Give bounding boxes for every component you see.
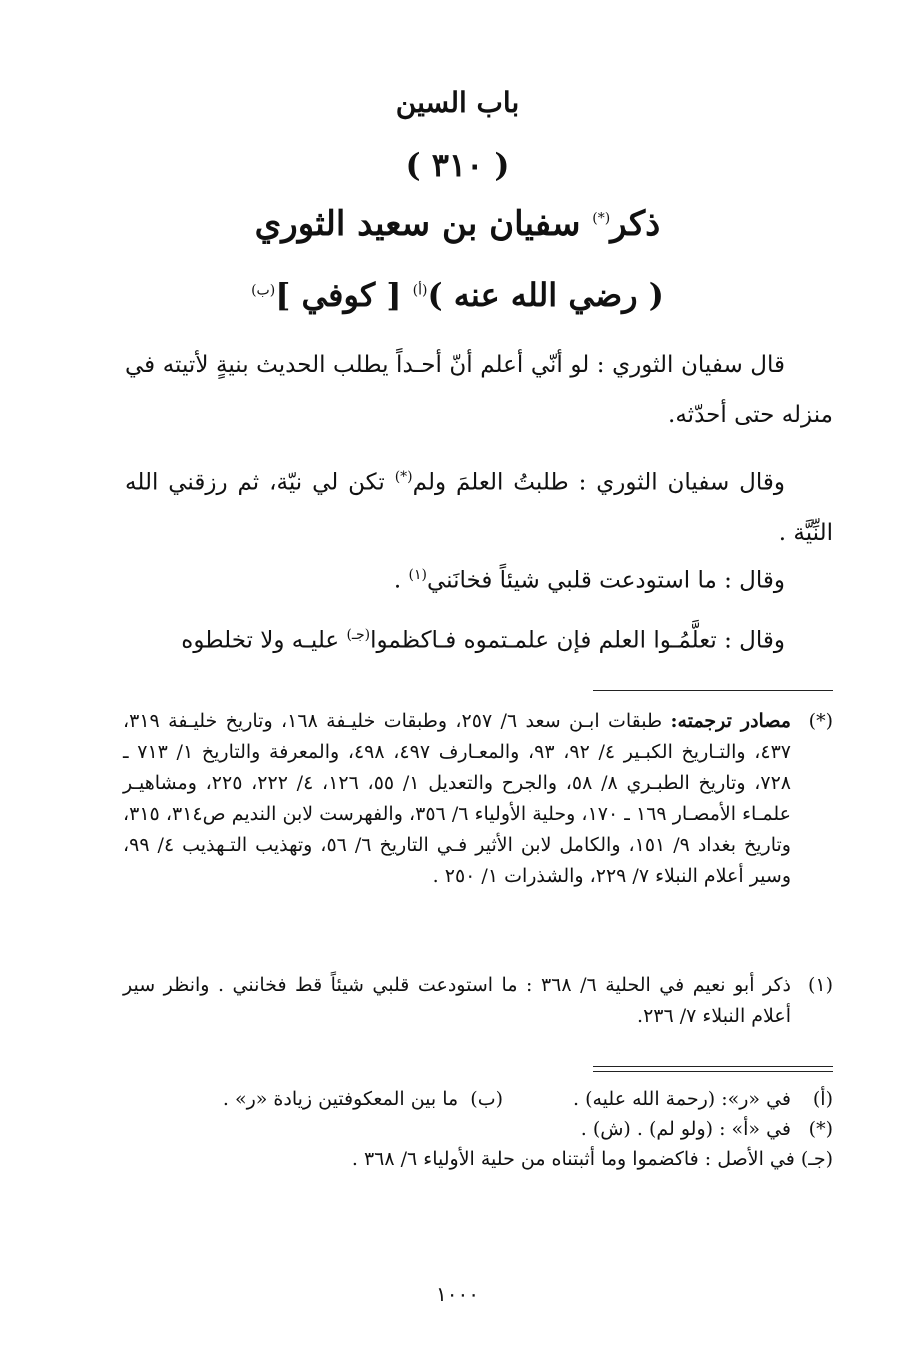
variant-mark-star: (*) (808, 1118, 833, 1140)
footnote-mark-star: (*) (808, 710, 833, 732)
paragraph-2 (125, 452, 833, 558)
subtitle-blessing: ( رضي الله عنه ) (427, 276, 664, 314)
variant-text-j: (جـ) في الأصل : فاكضموا وما أثبتناه من حلية الأولياء ٦/ ٣٦٨ . (351, 1148, 833, 1170)
variant-note-row-ab (123, 1084, 833, 1114)
variant-notes (123, 1084, 833, 1174)
variant-text-a: في «ر»: (رحمة الله عليه) . (573, 1088, 791, 1110)
variant-mark-a: (أ) (812, 1088, 833, 1110)
paragraph-2-start: وقال سفيان الثوري : طلبتُ العلمَ ولم (412, 469, 786, 496)
chapter-heading: باب السين (395, 86, 520, 119)
paragraph-4 (125, 610, 833, 666)
variant-text-b: ما بين المعكوفتين زيادة «ر» . (222, 1088, 459, 1110)
footnote-ref-star: (*) (592, 210, 611, 227)
variant-text-star: في «أ» : (ولو لم) . (ش) . (580, 1118, 791, 1140)
footnote-sources-label: مصادر ترجمته: (670, 710, 791, 732)
paragraph-3 (125, 550, 833, 606)
variant-ref-j: (جـ) (346, 627, 371, 643)
page-number: ١٠٠٠ (436, 1282, 479, 1306)
variant-note-row-j (123, 1144, 833, 1174)
footnote-1-text: ذكر أبو نعيم في الحلية ٦/ ٣٦٨ : ما استودعت قلبي شيئاً قط فخانني . وانظر سير أعلام النبلاء ٧/ ٢٣٦. (123, 974, 791, 1027)
entry-title (0, 204, 915, 244)
paragraph-3-text: وقال : ما استودعت قلبي شيئاً فخانَني (426, 567, 785, 594)
variant-mark-b: (ب) (470, 1088, 503, 1110)
variant-ref-a: (أ) (412, 282, 428, 299)
entry-subtitle (0, 276, 915, 314)
entry-number: ( ٣١٠ ) (405, 146, 510, 184)
paragraph-1: قال سفيان الثوري : لو أنّي أعلم أنّ أحـداً يطلب الحديث بنيةٍ لأتيته في منزله حتى أحدّثه. (125, 352, 833, 428)
paragraph-3-end: . (393, 567, 402, 594)
paragraph-2-end: تكن لي نيّة، ثم رزقني الله النِّيَّة . (125, 469, 833, 546)
entry-title-prefix: ذكر (610, 204, 661, 244)
footnote-ref-1: (١) (408, 567, 427, 583)
paragraph-4-start: وقال : تعلَّمُـوا العلم فإن علمـتموه فـاكظموا (370, 627, 785, 654)
variant-notes-separator (593, 1066, 833, 1072)
variant-ref-star: (*) (394, 469, 413, 485)
variant-note-row-star (123, 1114, 833, 1144)
paragraph-4-end: عليـه ولا تخلطوه (181, 627, 340, 654)
entry-title-name: سفيان بن سعيد الثوري (254, 204, 581, 244)
subtitle-origin: [ كوفي ] (275, 276, 402, 314)
variant-ref-b: (ب) (251, 282, 276, 299)
footnote-sources-text: طبقات ابـن سعد ٦/ ٢٥٧، وطبقات خليـفة ١٦٨، وتاريخ خليـفة ٣١٩، ٤٣٧، والتـاريخ الكبـير ٤/ ٩٢، ٩٣، والمعـارف ٤٩٧، ٤٩٨، والمعرفة والتاريخ ١/ ٧١٣ ـ ٧٢٨، وتاريخ الطبـري ٨/ ٥٨، والجرح والتعديل ١/ ٥٥، ١٢٦، ٤/ ٢٢٢، ٢٢٥، ومشاهيـر علمـاء الأمصـار ١٦٩ ـ ١٧٠، وحلية الأولياء ٦/ ٣٥٦، والفهرست لابن النديم ص٣١٤، ٣١٥، وتاريخ بغداد ٩/ ١٥١، والكامل لابن الأثير فـي التاريخ ٦/ ٥٦، وتهذيب التـهذيب ٤/ ٩٩، وسير أعلام النبلاء ٧/ ٢٢٩، والشذرات ١/ ٢٥٠ . (123, 710, 792, 887)
footnote-1 (123, 970, 833, 1032)
footnote-mark-1: (١) (807, 974, 833, 996)
footnote-separator (593, 690, 833, 691)
footnote-sources (123, 706, 833, 892)
